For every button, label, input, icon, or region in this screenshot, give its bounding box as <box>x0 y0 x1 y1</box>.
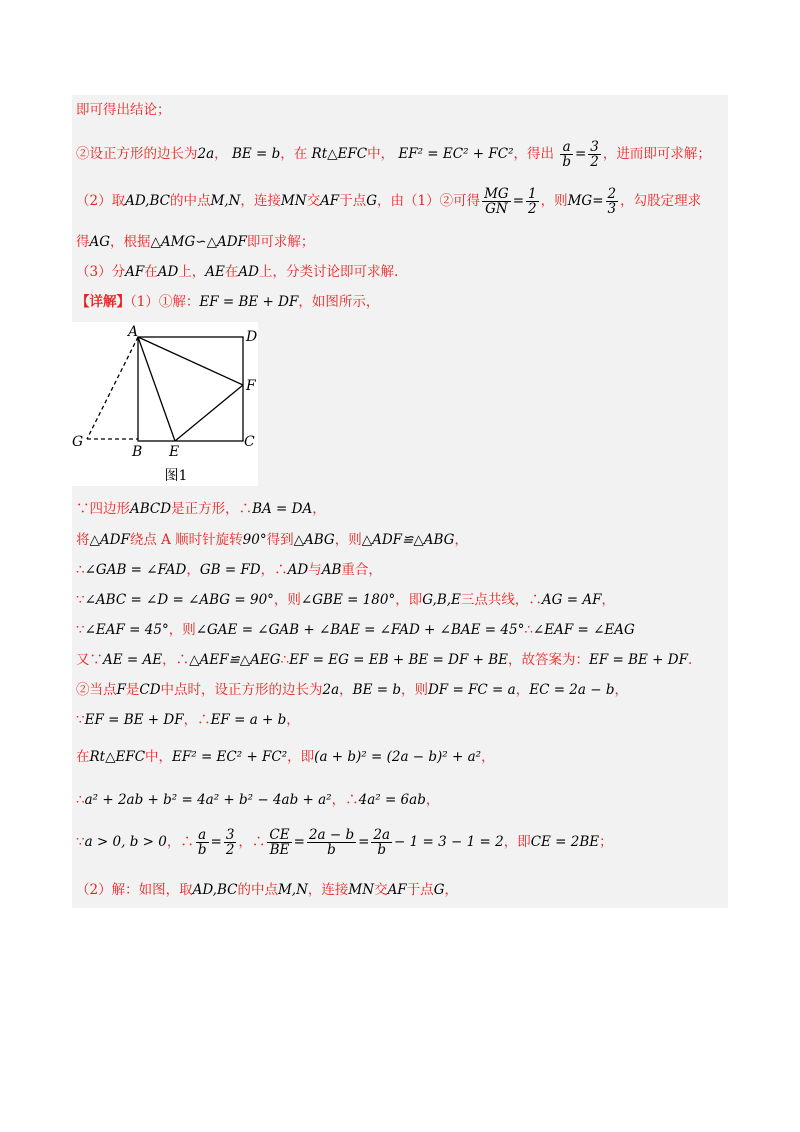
text: 在 <box>224 264 239 280</box>
math: F <box>116 682 126 698</box>
math: MG <box>567 193 593 209</box>
text: 与 <box>308 562 322 578</box>
text: . <box>687 652 693 668</box>
text-line-10 <box>76 588 740 612</box>
text: ，则 <box>540 193 568 209</box>
math: MN <box>348 882 375 898</box>
math: 2a <box>197 146 215 162</box>
math: AG = AF <box>541 592 602 608</box>
text: ，即 <box>395 592 423 608</box>
text: ∴ <box>274 562 288 578</box>
label-c: C <box>244 434 255 450</box>
fraction: $\frac{2a - b}{b}$ <box>308 827 355 858</box>
text: ， <box>183 712 198 728</box>
text: ，则 <box>334 532 362 548</box>
math: ABCD <box>130 501 172 517</box>
text: ，如图所示， <box>298 294 380 310</box>
label-a: A <box>128 324 139 340</box>
fraction: $\frac{CE}{BE}$ <box>269 827 290 858</box>
text: 于点 <box>406 882 434 898</box>
text: ∴ <box>528 592 542 608</box>
math: EF = a + b <box>210 712 287 728</box>
math: ∠GBE = 180° <box>300 592 396 608</box>
fraction: $\frac{2a}{b}$ <box>373 827 391 858</box>
text: ， <box>331 792 346 808</box>
segment-ag-dashed <box>87 337 138 439</box>
text: ∴ <box>180 834 194 850</box>
text: 即可得出结论； <box>76 102 171 118</box>
fraction: $\frac{3}{2}$ <box>590 139 599 170</box>
math: M,N <box>277 882 308 898</box>
math: CE = 2BE <box>530 834 600 850</box>
text: ，连接 <box>240 193 281 209</box>
text-line-12 <box>76 648 740 672</box>
text: ，得出 <box>513 146 555 162</box>
text: ， <box>481 749 495 765</box>
text-line-2 <box>76 139 740 170</box>
segment-ef <box>175 385 243 441</box>
text: 即可求解； <box>246 234 315 250</box>
math: 4a² = 6ab <box>358 792 426 808</box>
math: EF = BE + DF <box>199 294 299 310</box>
segment-af <box>138 337 243 385</box>
text: ∴ <box>76 792 85 808</box>
math: = <box>592 193 604 209</box>
math: AF <box>387 882 407 898</box>
text: ②当点 <box>76 682 117 698</box>
text: ∴ <box>524 622 533 638</box>
math: AB <box>321 562 342 578</box>
math: MN <box>280 193 307 209</box>
text: 在 <box>76 749 90 765</box>
text-line-9 <box>76 558 740 582</box>
text: ， <box>312 501 326 517</box>
text: ∴ <box>345 792 359 808</box>
math: G <box>433 882 445 898</box>
text: 是 <box>125 682 140 698</box>
math: AD,BC <box>192 882 238 898</box>
text: 是正方形， <box>171 501 239 517</box>
label-b: B <box>132 444 143 460</box>
math: ∠GAE = ∠GAB + ∠BAE = ∠FAD + ∠BAE = 45° <box>195 622 525 638</box>
text-line-5 <box>76 260 740 284</box>
fraction: $\frac{MG}{GN}$ <box>484 186 509 217</box>
text: ， <box>238 834 252 850</box>
math: EF = BE + DF <box>84 712 184 728</box>
text: 绕点 A 顺时针旋转 <box>129 532 243 548</box>
math: AE = AE <box>103 652 163 668</box>
text: 三点共线， <box>460 592 529 608</box>
text: 中点时，设正方形的边长为 <box>160 682 323 698</box>
text: ， <box>515 682 530 698</box>
math: BE = b <box>352 682 401 698</box>
math: M,N <box>210 193 241 209</box>
label-e: E <box>169 444 180 460</box>
math: △AMG∽△ADF <box>150 234 247 250</box>
math: (a + b)² = (2a − b)² + a² <box>314 749 482 765</box>
text-line-17 <box>76 826 740 858</box>
text: 中， <box>145 749 173 765</box>
text: 的中点 <box>169 193 211 209</box>
math: AD <box>238 264 259 280</box>
text: 交 <box>374 882 388 898</box>
math: 2a <box>322 682 340 698</box>
text: ∴ <box>197 712 211 728</box>
text: ，在 <box>280 146 308 162</box>
text-line-16 <box>76 788 740 812</box>
text: 上，分类讨论即可求解. <box>258 264 399 280</box>
math: EF² = EC² + FC² <box>398 146 514 162</box>
math: EF = EG = EB + BE = DF + BE <box>289 652 508 668</box>
math: Rt△EFC <box>311 146 368 162</box>
math: GB = FD <box>199 562 261 578</box>
text-line-4 <box>76 230 740 254</box>
fraction: $\frac{1}{2}$ <box>528 186 537 217</box>
text: ， <box>339 682 353 698</box>
text: ∴ <box>251 834 266 850</box>
fraction: $\frac{2}{3}$ <box>607 186 617 217</box>
math: − 1 = 3 − 1 = 2 <box>394 834 504 850</box>
text: ，即 <box>503 834 531 850</box>
text: 重合， <box>341 562 382 578</box>
figure-caption: 图1 <box>164 468 188 484</box>
math: △ADF <box>89 532 130 548</box>
math: G <box>366 193 377 209</box>
text-line-7 <box>76 497 740 521</box>
text: 交 <box>306 193 321 209</box>
text: ∵ <box>76 592 85 608</box>
math: EF² = EC² + FC² <box>172 749 288 765</box>
text: ∵ <box>76 622 85 638</box>
text: ， <box>444 882 458 898</box>
math: △AEF≌△AEG <box>189 652 281 668</box>
math: AD <box>157 264 179 280</box>
text: ∵ <box>76 712 85 728</box>
text: ， <box>166 834 181 850</box>
math: = <box>210 834 222 850</box>
text: ，勾股定理求 <box>620 193 702 209</box>
math: △ADF≌△ABG <box>361 532 455 548</box>
math: G,B,E <box>422 592 461 608</box>
fraction: $\frac{a}{b}$ <box>562 139 571 170</box>
math: ∠GAB = ∠FAD <box>84 562 187 578</box>
math: EC = 2a − b <box>529 682 615 698</box>
text: 的中点 <box>237 882 278 898</box>
math: AF <box>125 264 145 280</box>
math: CD <box>139 682 161 698</box>
text-line-13 <box>76 678 740 702</box>
math: AD <box>287 562 309 578</box>
math: EF = BE + DF <box>589 652 688 668</box>
math: 90° <box>242 532 267 548</box>
math: = <box>293 834 305 850</box>
math: AE <box>205 264 225 280</box>
text: ，则 <box>400 682 428 698</box>
text: 得 <box>76 234 90 250</box>
text: （2）解：如图，取 <box>76 882 193 898</box>
math: Rt△EFC <box>89 749 146 765</box>
text: ， <box>162 652 176 668</box>
segment-ae <box>138 337 175 441</box>
math: DF = FC = a <box>427 682 516 698</box>
detail-tag: 【详解】 <box>76 294 130 310</box>
text: ∴ <box>238 501 253 517</box>
text: 又∵ <box>76 652 103 668</box>
math: ∠EAF = ∠EAG <box>532 622 635 638</box>
math: ∠ABC = ∠D = ∠ABG = 90° <box>84 592 274 608</box>
math: a² + 2ab + b² = 4a² + b² − 4ab + a² <box>84 792 332 808</box>
math: AF <box>320 193 340 209</box>
text: ，则 <box>168 622 196 638</box>
text: 中， <box>367 146 395 162</box>
text: ，则 <box>273 592 301 608</box>
text: ， <box>614 682 628 698</box>
text-line-8 <box>76 528 740 552</box>
geometry-figure <box>72 322 258 486</box>
text: ， <box>214 146 228 162</box>
text: 得到 <box>266 532 294 548</box>
text: ②设正方形的边长为 <box>76 146 198 162</box>
text: （3）分 <box>76 264 126 280</box>
text: ， <box>260 562 275 578</box>
text-line-15 <box>76 745 740 769</box>
label-g: G <box>72 434 84 450</box>
text: （1）①解： <box>130 294 200 310</box>
math: a > 0, b > 0 <box>84 834 167 850</box>
text-line-3 <box>76 186 740 217</box>
text: ，故答案为： <box>508 652 589 668</box>
text: 上， <box>178 264 206 280</box>
math: = <box>512 193 524 209</box>
text: ∴ <box>175 652 190 668</box>
label-d: D <box>246 329 258 345</box>
text: ， <box>601 592 615 608</box>
text: ∴ <box>280 652 290 668</box>
text-line-14 <box>76 708 740 732</box>
text: ，根据 <box>110 234 151 250</box>
math: = <box>358 834 370 850</box>
text: ，由（1）②可得 <box>376 193 481 209</box>
label-f: F <box>246 378 256 394</box>
math: BE = b <box>231 146 281 162</box>
math: AG <box>89 234 111 250</box>
text: ， <box>454 532 468 548</box>
text: 于点 <box>339 193 367 209</box>
math: BA = DA <box>252 501 313 517</box>
text-line-11 <box>76 618 740 642</box>
square-abcd <box>138 337 243 441</box>
math: ∠EAF = 45° <box>84 622 169 638</box>
text: ， <box>425 792 440 808</box>
text-line-6 <box>76 290 740 314</box>
text: ， <box>286 712 300 728</box>
text: ∵ <box>76 834 85 850</box>
text: ， <box>186 562 200 578</box>
figure-1 <box>72 322 258 486</box>
fraction: $\frac{a}{b}$ <box>197 827 207 858</box>
text: ，进而即可求解； <box>602 146 711 162</box>
text-line-1 <box>76 98 740 122</box>
text: ； <box>599 834 613 850</box>
fraction: $\frac{3}{2}$ <box>225 827 235 858</box>
text-line-18 <box>76 878 740 902</box>
text: 将 <box>76 532 90 548</box>
text: 在 <box>144 264 158 280</box>
text: （2）取 <box>76 193 126 209</box>
math: △ABG <box>293 532 335 548</box>
text: ∴ <box>76 562 85 578</box>
text: ，连接 <box>307 882 349 898</box>
text: ∵四边形 <box>76 501 130 517</box>
text: ，即 <box>287 749 315 765</box>
math: = <box>574 146 587 162</box>
math: AD,BC <box>125 193 170 209</box>
